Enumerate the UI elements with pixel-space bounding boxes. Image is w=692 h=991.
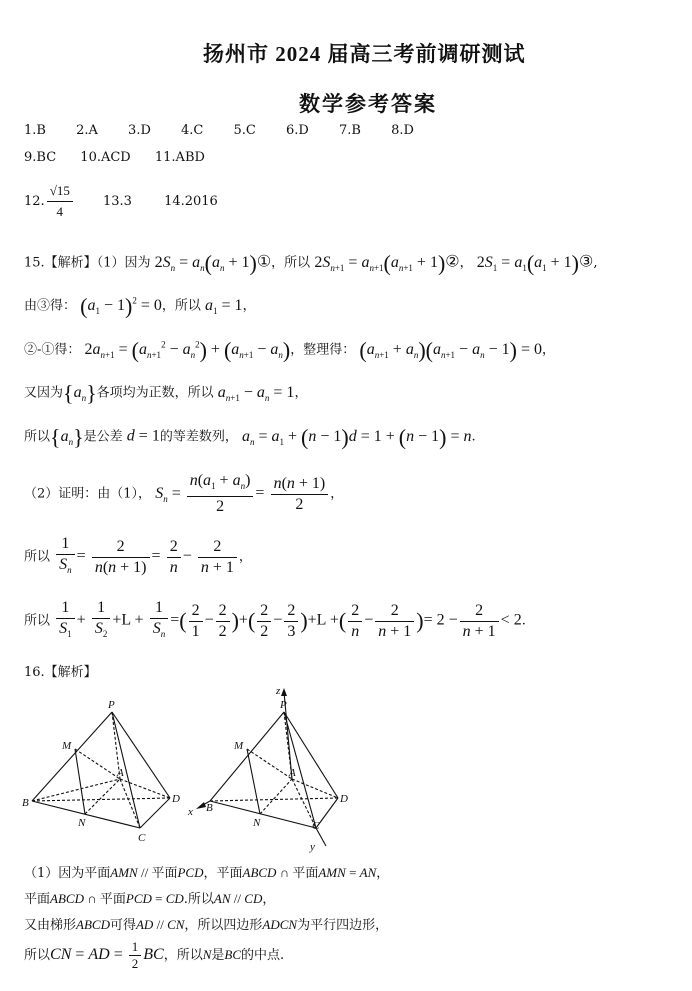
label-P: P <box>108 699 115 711</box>
label-N: N <box>78 817 86 829</box>
text: ，平面 <box>203 866 243 881</box>
text: ， <box>459 255 473 271</box>
answer-item: 2.A <box>76 123 98 138</box>
label-C: C <box>312 820 320 832</box>
answer-item: 5.C <box>233 123 256 138</box>
circled-three: ③ <box>579 251 594 271</box>
text: 所以 <box>24 429 51 445</box>
circled-two: ② <box>445 251 460 271</box>
answer-item: 6.D <box>286 123 309 138</box>
fraction-denominator: 4 <box>56 204 63 219</box>
text: 又因为 <box>24 385 64 401</box>
answer-list-2 <box>24 150 205 165</box>
text: 是 <box>211 948 225 963</box>
answer-item: 4.C <box>181 123 204 138</box>
section-label: 15.【解析】 <box>24 255 97 271</box>
label-x: x <box>188 806 193 818</box>
text: ，所以 <box>161 298 201 314</box>
q16-line-2: 平面ABCD ∩ 平面PCD = CD.所以AN // CD， <box>24 891 276 907</box>
answer-item: 14.2016 <box>164 194 218 209</box>
fraction: $\frac{2}{n}$ <box>348 602 362 641</box>
text: 各项均为正数，所以 <box>96 385 214 401</box>
fraction: $\frac{1}{2}$ <box>129 940 142 971</box>
text: 由③得： <box>24 298 77 314</box>
text: （2）证明：由（1）， <box>24 486 152 502</box>
label-C: C <box>138 832 146 844</box>
fraction: $\frac{1}{S_n}$ <box>150 599 169 643</box>
label-M: M <box>62 740 72 752</box>
page-title: 扬州市 2024 届高三考前调研测试 <box>203 42 526 66</box>
text: ，整理得： <box>290 342 356 358</box>
label-M: M <box>234 740 244 752</box>
answer-list-3 <box>24 182 218 221</box>
q16-label: 16.【解析】 <box>24 665 97 680</box>
text: 为平行四边形， <box>297 918 389 933</box>
answer-item: 12. <box>24 194 45 209</box>
fraction: $\frac{2}{3}$ <box>284 602 298 641</box>
fraction: $\frac{2}{n(n + 1)}$ <box>92 538 150 577</box>
answer-item: 9.BC <box>24 150 57 165</box>
fraction: $\frac{2}{1}$ <box>189 602 203 641</box>
q15-line-2: 由③得： $(a_1 - 1)^2 = 0$，所以 $a_1 = 1$， <box>24 293 256 318</box>
text: ，所以四边形 <box>184 918 263 933</box>
text: .所以 <box>183 892 214 907</box>
fraction: $\frac{n(n + 1)}{2}$ <box>271 475 329 514</box>
answer-item: 1.B <box>24 123 46 138</box>
label-y: y <box>310 841 315 853</box>
text: 所以 <box>24 948 51 963</box>
q16-line-4: 所以CN = AD = $\frac{1}{2}$ BC，所以N是BC的中点. <box>24 939 285 971</box>
fraction-numerator: √15 <box>47 182 73 202</box>
text: 可得 <box>109 918 136 933</box>
q15-line-4: 又因为$\{a_n\}$各项均为正数，所以 $a_{n+1} - a_n = 1$， <box>24 380 308 405</box>
text: 所以 <box>24 613 51 629</box>
text: ，所以 <box>271 255 311 271</box>
fraction: $\frac{1}{S_1}$ <box>56 599 75 643</box>
text: （1）因为 <box>96 255 151 271</box>
circled-one: ① <box>256 251 272 271</box>
answer-item: 3.D <box>128 123 151 138</box>
answer-item: 8.D <box>391 123 414 138</box>
label-P: P <box>280 699 287 711</box>
fraction: $\frac{2}{2}$ <box>216 602 230 641</box>
q16-line-1: （1）因为平面AMN // 平面PCD，平面ABCD ∩ 平面AMN = AN， <box>24 865 390 881</box>
label-N: N <box>253 817 261 829</box>
text: 平面 <box>99 892 126 907</box>
text: 的等差数列， <box>159 429 238 445</box>
fraction: $\frac{2}{n + 1}$ <box>460 602 499 641</box>
text: （1）因为平面 <box>24 866 111 881</box>
q15-line-1: 15.【解析】（1）因为 $2S_n = a_n(a_n$ + 1)①，所以 $2S_{n+1} = a_{n+1}(a_{n+1}$ + 1)②， $2S_1 = a_1(a_1$ + 1)③, <box>24 250 598 275</box>
fraction: $\frac{1}{S_n}$ <box>56 535 75 579</box>
answer-item: 7.B <box>338 123 361 138</box>
text: 平面 <box>24 892 51 907</box>
answer-item: 10.ACD <box>80 150 131 165</box>
q15-line-8: 所以 $\frac{1}{S_1}$ + $\frac{1}{S_2}$ +L + $\frac{1}{S_n}$ =( $\frac{2}{1}$ − $\frac{2}{2}$ )+( $\frac{2}{2}$ − $\frac{2}{3}$ )+L +( $\frac{2}{n}$ − $\frac{2}{n + 1}$ )= 2 − $\frac{2}{n + 1}$ < 2. <box>24 599 526 643</box>
q15-line-6: （2）证明：由（1）， $S_n$ = $\frac{n(a_1 + a_n)}{2}$ = $\frac{n(n + 1)}{2}$ ， <box>24 472 344 516</box>
fraction: $\frac{1}{S_2}$ <box>92 599 111 643</box>
label-A: A <box>117 767 124 779</box>
fraction: $\frac{2}{n + 1}$ <box>375 602 414 641</box>
label-D: D <box>172 793 180 805</box>
page-subtitle: 数学参考答案 <box>299 92 437 116</box>
text: 所以 <box>24 549 51 565</box>
label-A: A <box>289 767 296 779</box>
text: 平面 <box>151 866 178 881</box>
text: ②-①得： <box>24 342 81 358</box>
fraction: $\frac{2}{n + 1}$ <box>198 538 237 577</box>
text: 又由梯形 <box>24 918 77 933</box>
fraction: $\frac{n(a_1 + a_n)}{2}$ <box>187 472 254 516</box>
answer-item: 13.3 <box>102 194 132 209</box>
q15-line-5: 所以$\{a_n\}$是公差 d = 1的等差数列， $a_n = a_1 + (n - 1)d = 1 + (n - 1) = n$. <box>24 424 476 449</box>
q15-line-3: ②-①得： $2a_{n+1} = (a_{n+1}^2 - a_n^2) + (a_{n+1} - a_n)$，整理得： $(a_{n+1} + a_n)(a_{n+1} - a_n - 1) = 0$， <box>24 337 555 362</box>
label-D: D <box>340 793 348 805</box>
fraction-sqrt15-over-4 <box>47 182 73 221</box>
text: 是公差 <box>83 429 123 445</box>
answer-item: 11.ABD <box>154 150 205 165</box>
label-z: z <box>276 685 281 697</box>
fraction: $\frac{2}{2}$ <box>257 602 271 641</box>
text: 平面 <box>292 866 319 881</box>
q15-line-7: 所以 $\frac{1}{S_n}$ = $\frac{2}{n(n + 1)}$ = $\frac{2}{n}$ − $\frac{2}{n + 1}$ ， <box>24 535 252 579</box>
pyramid-figures <box>20 684 360 854</box>
text: 的中点. <box>241 948 285 963</box>
label-B: B <box>22 797 29 809</box>
answer-list-1 <box>24 123 414 138</box>
fraction: $\frac{2}{n}$ <box>167 538 181 577</box>
q16-line-3: 又由梯形ABCD可得AD // CN，所以四边形ADCN为平行四边形， <box>24 917 389 933</box>
text: ，所以 <box>163 948 203 963</box>
label-B: B <box>206 802 213 814</box>
